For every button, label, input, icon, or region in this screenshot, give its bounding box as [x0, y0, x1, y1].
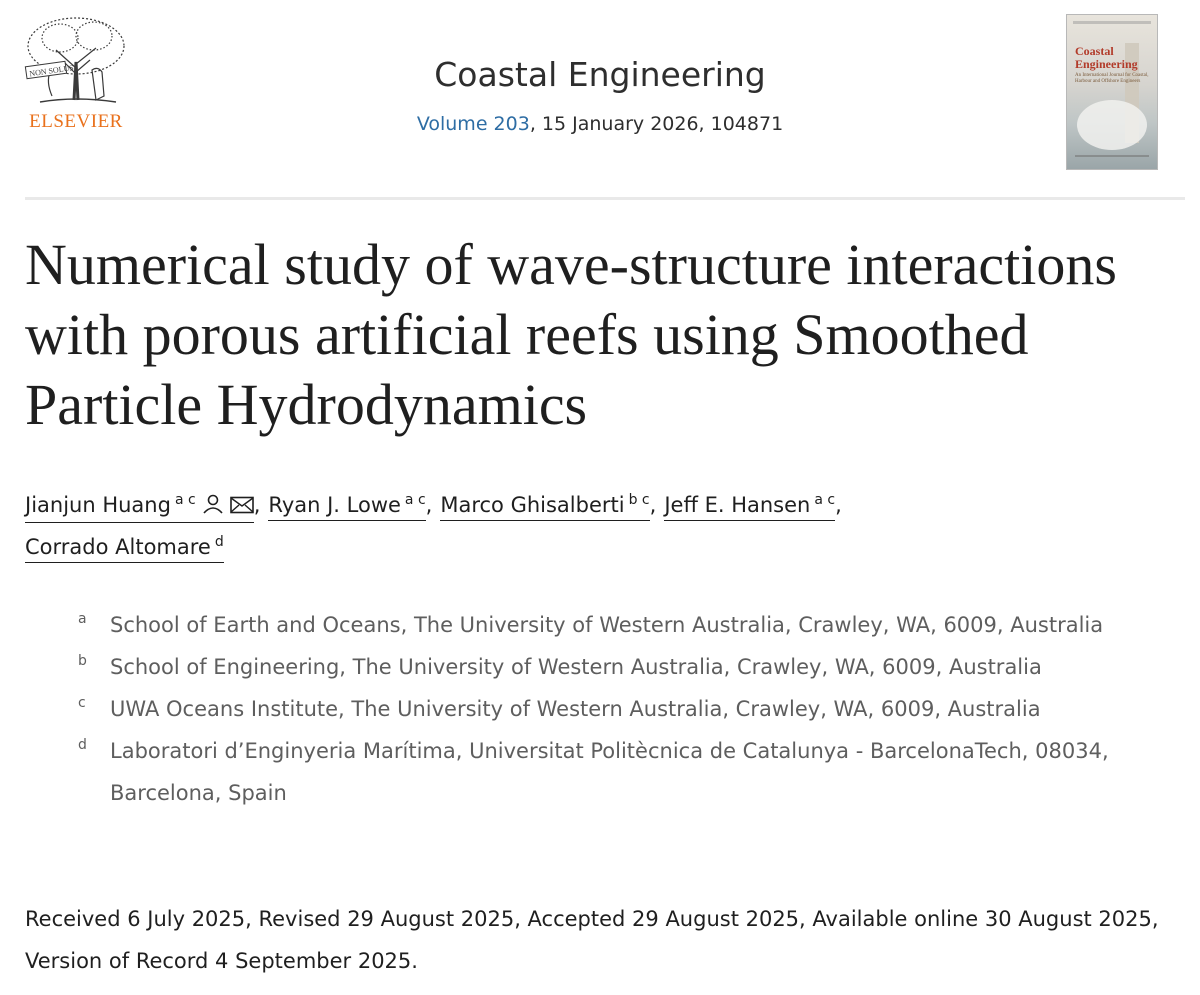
affiliation-label: b: [78, 653, 87, 669]
affiliation-list: [78, 604, 1178, 814]
logo-motto: NON SOLUS: [28, 63, 75, 79]
affiliation-text: UWA Oceans Institute, The University of Western Australia, Crawley, WA, 6009, Australia: [110, 697, 1041, 721]
affiliation-label: d: [78, 737, 87, 753]
author-link[interactable]: [268, 489, 425, 521]
issue-details: , 15 January 2026, 104871: [529, 113, 784, 135]
affiliation-label: c: [78, 695, 86, 711]
cover-title: Coastal Engineering: [1075, 44, 1138, 71]
author-affil-sup: a c: [404, 492, 426, 508]
cover-header-strip: [1073, 21, 1151, 24]
journal-title[interactable]: Coastal Engineering: [434, 55, 766, 94]
affiliation-item: [78, 730, 1178, 814]
author-affil-sup: b c: [628, 492, 650, 508]
affiliation-item: [78, 688, 1178, 730]
elsevier-logo[interactable]: [20, 12, 132, 132]
mail-icon: [230, 496, 254, 518]
affiliation-text: School of Engineering, The University of Western Australia, Crawley, WA, 6009, Australia: [110, 655, 1042, 679]
cover-wave-spray: [1077, 100, 1147, 150]
author-affil-sup: d: [214, 534, 224, 550]
author-name: Jianjun Huang: [25, 493, 171, 517]
author-name: Jeff E. Hansen: [664, 493, 811, 517]
cover-subtitle: An International Journal for Coastal, Harbour and Offshore Engineers: [1075, 73, 1149, 84]
affiliation-item: [78, 604, 1178, 646]
volume-link[interactable]: Volume 203: [416, 113, 530, 135]
publisher-name: ELSEVIER: [29, 111, 123, 132]
author-affil-sup: a c: [814, 492, 836, 508]
cover-footer-line: [1075, 155, 1149, 157]
journal-issue-info: [250, 113, 950, 135]
author-link[interactable]: [664, 489, 835, 521]
affiliation-label: a: [78, 611, 87, 627]
article-history-dates: Received 6 July 2025, Revised 29 August 2025, Accepted 29 August 2025, Available online 30 August 2025, Version of Record 4 September 2025.: [25, 907, 1159, 973]
affiliation-item: [78, 646, 1178, 688]
journal-cover-image[interactable]: [1066, 14, 1158, 170]
author-link[interactable]: [440, 489, 649, 521]
author-affil-sup: a c: [174, 492, 196, 508]
person-icon: [202, 494, 224, 518]
author-name: Corrado Altomare: [25, 535, 211, 559]
author-list: Jianjun Huang $^{a c}$ , Ryan J. Lowe $^{a c}$, Marco Ghisalberti $^{b c}$, Jeff E. Hansen $^{a c}$, Corrado Altomare $^d$: [25, 484, 1185, 568]
author-link[interactable]: [25, 489, 254, 523]
article-title: Numerical study of wave-structure interactions with porous artificial reefs using Smoothed Particle Hydrodynamics: [25, 232, 1117, 437]
header-divider: [25, 197, 1185, 200]
affiliation-text: Laboratori d’Enginyeria Marítima, Universitat Politècnica de Catalunya - BarcelonaTech, 08034, Barcelona, Spain: [110, 739, 1109, 805]
tree-emblem-icon: [20, 12, 132, 110]
author-name: Marco Ghisalberti: [440, 493, 625, 517]
author-link[interactable]: [25, 531, 224, 563]
affiliation-text: School of Earth and Oceans, The University of Western Australia, Crawley, WA, 6009, Australia: [110, 613, 1104, 637]
author-name: Ryan J. Lowe: [268, 493, 401, 517]
